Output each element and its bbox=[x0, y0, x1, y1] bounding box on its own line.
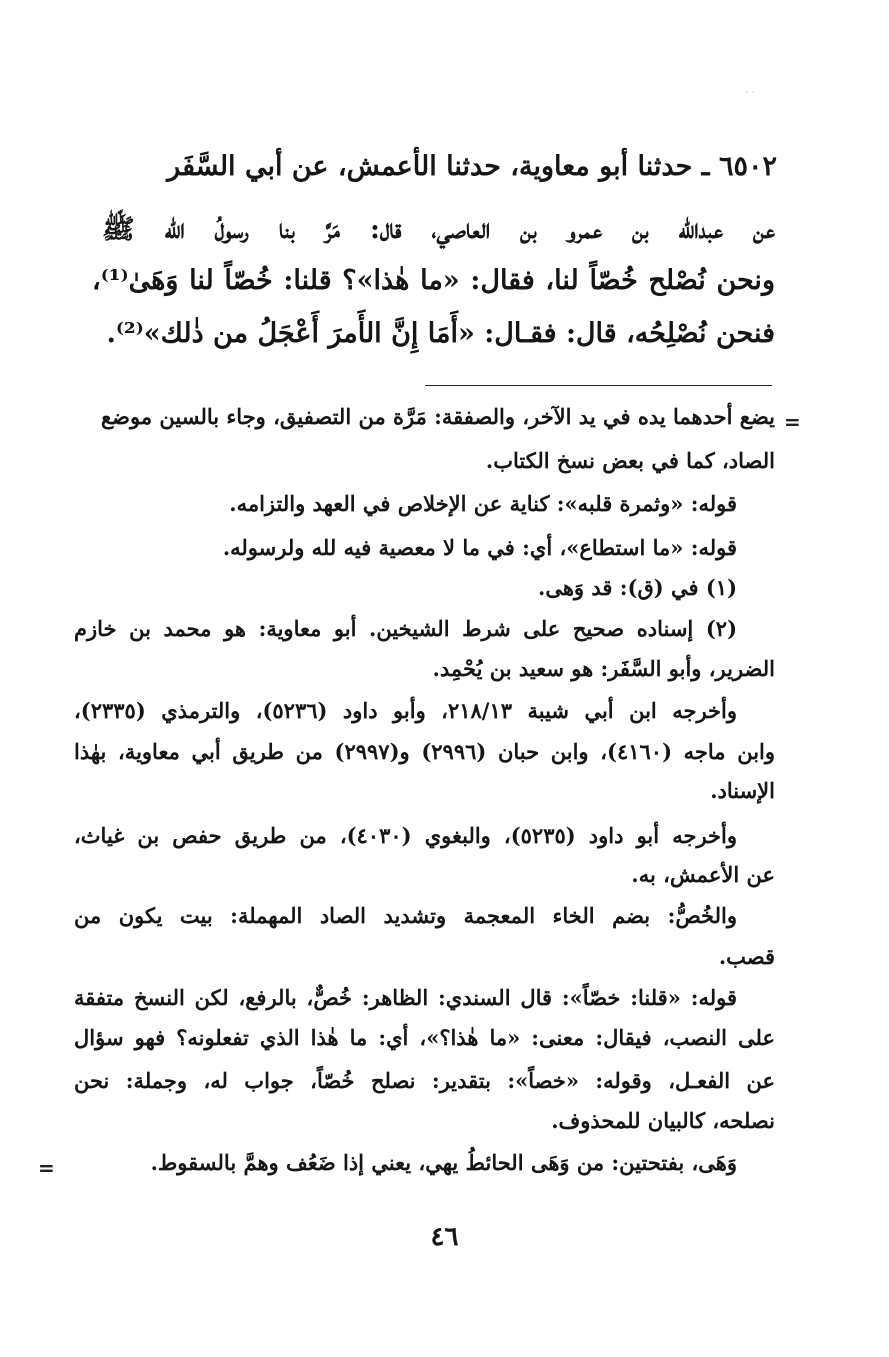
continuation-mark-bottom: = bbox=[38, 1156, 55, 1180]
footnote-line: قوله: «ما استطاع»، أي: في ما لا معصية فيه لله ولرسوله. bbox=[222, 535, 737, 560]
footnote-line: عن الفعـل، وقوله: «خصاً»: بتقدير: نصلح خُصّاً، جواب له، وجملة: نحن bbox=[74, 1068, 775, 1093]
footnote-line: (١) في (ق): قد وَهى. bbox=[538, 575, 737, 600]
footnote-line: قوله: «قلنا: خصّاً»: قال السندي: الظاهر: خُصٌّ، بالرفع، لكن النسخ متفقة bbox=[74, 985, 737, 1010]
footnote-line: قصب. bbox=[718, 944, 775, 969]
footnote-separator bbox=[425, 385, 772, 386]
page-number: ٤٦ bbox=[430, 1222, 459, 1252]
hadith-line-1: ٦٥٠٢ ـ حدثنا أبو معاوية، حدثنا الأعمش، عن أبي السَّفَر bbox=[167, 151, 777, 182]
footnote-line: قوله: «وثمرة قلبه»: كناية عن الإخلاص في العهد والتزامه. bbox=[229, 491, 737, 516]
footnote-line: وابن ماجه (٤١٦٠)، وابن حبان (٢٩٩٦) و(٢٩٩٧) من طريق أبي معاوية، بهٰذا bbox=[74, 739, 776, 764]
hadith-line-4: فنحن نُصْلِحُه، قال: فقـال: «أَمَا إِنَّ الأَمرَ أَعْجَلُ من ذٰلك»⁽²⁾. bbox=[106, 318, 775, 349]
footnote-line: الضرير، وأبو السَّفَر: هو سعيد بن يُحْمِد. bbox=[432, 656, 775, 681]
footnote-line: عن الأعمش، به. bbox=[631, 862, 775, 887]
hadith-line-3: ونحن نُصْلح خُصّاً لنا، فقال: «ما هٰذا»؟ قلنا: خُصّاً لنا وَهَىٰ⁽¹⁾، bbox=[92, 265, 775, 296]
scan-speck: · · bbox=[745, 88, 755, 99]
footnote-line: وأخرجه أبو داود (٥٢٣٥)، والبغوي (٤٠٣٠)، من طريق حفص بن غياث، bbox=[74, 823, 737, 848]
hadith-line-2: عن عبدالله بن عمرو بن العاصي، قال: مَرَّ بنا رسولُ الله ﷺ bbox=[102, 214, 775, 245]
continuation-mark-top: = bbox=[784, 410, 801, 434]
footnote-line: وأخرجه ابن أبي شيبة ٢١٨/١٣، وأبو داود (٥٢٣٦)، والترمذي (٢٣٣٥)، bbox=[74, 698, 737, 723]
footnote-line: يضع أحدهما يده في يد الآخر، والصفقة: مَرَّة من التصفيق، وجاء بالسين موضع bbox=[101, 404, 775, 429]
footnote-line: على النصب، فيقال: معنى: «ما هٰذا؟»، أي: ما هٰذا الذي تفعلونه؟ فهو سؤال bbox=[74, 1025, 775, 1050]
footnote-line: والخُصُّ: بضم الخاء المعجمة وتشديد الصاد المهملة: بيت يكون من bbox=[74, 903, 737, 928]
footnote-line: وَهَى، بفتحتين: من وَهَى الحائطُ يهي، يعني إذا ضَعُف وهمَّ بالسقوط. bbox=[150, 1150, 737, 1175]
footnote-line: الإسناد. bbox=[710, 778, 775, 803]
footnote-line: الصاد، كما في بعض نسخ الكتاب. bbox=[485, 448, 775, 473]
footnote-line: نصلحه، كالبيان للمحذوف. bbox=[551, 1108, 775, 1133]
footnote-line: (٢) إسناده صحيح على شرط الشيخين. أبو معاوية: هو محمد بن خازم bbox=[74, 616, 737, 641]
